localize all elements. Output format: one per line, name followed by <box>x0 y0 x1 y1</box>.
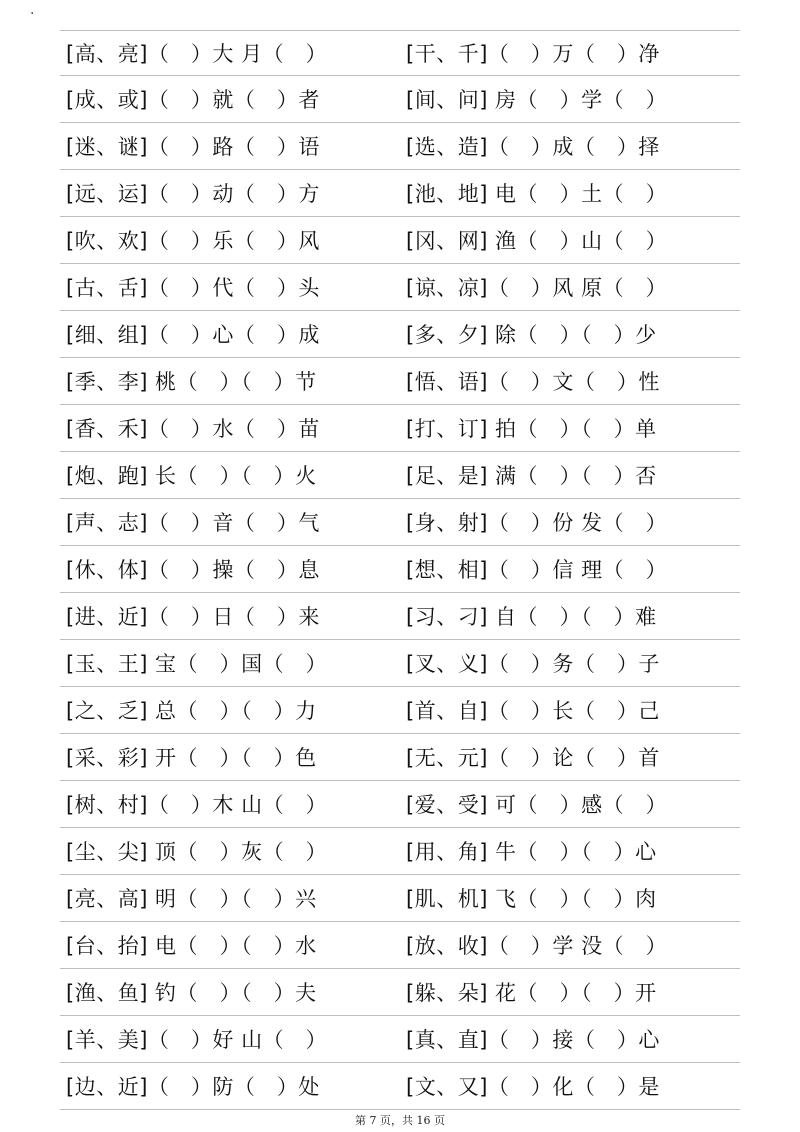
exercise-item-left: [休、体]（ ）操（ ）息 <box>66 558 320 582</box>
exercise-row <box>60 358 740 405</box>
corner-dot: · <box>30 6 35 22</box>
exercise-item-left: [进、近]（ ）日（ ）来 <box>66 605 320 629</box>
exercise-item-right: [池、地] 电（ ）土（ ） <box>406 182 668 206</box>
exercise-item-left: [边、近]（ ）防（ ）处 <box>66 1075 320 1099</box>
exercise-row <box>60 452 740 499</box>
exercise-item-right: [爱、受] 可（ ）感（ ） <box>406 793 668 817</box>
exercise-row <box>60 499 740 546</box>
exercise-item-left: [声、志]（ ）音（ ）气 <box>66 511 320 535</box>
exercise-row <box>60 640 740 687</box>
exercise-item-left: [尘、尖] 顶（ ）灰（ ） <box>66 840 328 864</box>
exercise-item-left: [采、彩] 开（ ）（ ）色 <box>66 746 317 770</box>
exercise-rows <box>60 30 740 1110</box>
exercise-row <box>60 593 740 640</box>
exercise-row <box>60 1016 740 1063</box>
exercise-item-right: [身、射]（ ）份 发（ ） <box>406 511 668 535</box>
exercise-item-left: [吹、欢]（ ）乐（ ）风 <box>66 229 320 253</box>
exercise-item-right: [干、千]（ ）万（ ）净 <box>406 42 660 66</box>
exercise-row <box>60 217 740 264</box>
exercise-item-right: [多、夕] 除（ ）（ ）少 <box>406 323 657 347</box>
exercise-item-right: [想、相]（ ）信 理（ ） <box>406 558 668 582</box>
exercise-item-right: [首、自]（ ）长（ ）己 <box>406 699 660 723</box>
exercise-row <box>60 76 740 123</box>
exercise-item-left: [季、李] 桃（ ）（ ）节 <box>66 370 317 394</box>
exercise-item-right: [无、元]（ ）论（ ）首 <box>406 746 660 770</box>
exercise-sheet <box>60 0 740 1110</box>
exercise-item-right: [间、问] 房（ ）学（ ） <box>406 88 668 112</box>
exercise-item-right: [冈、网] 渔（ ）山（ ） <box>406 229 668 253</box>
exercise-row <box>60 30 740 76</box>
exercise-item-left: [玉、王] 宝（ ）国（ ） <box>66 652 328 676</box>
exercise-item-right: [悟、语]（ ）文（ ）性 <box>406 370 660 394</box>
exercise-row <box>60 264 740 311</box>
exercise-row <box>60 781 740 828</box>
exercise-item-right: [文、又]（ ）化（ ）是 <box>406 1075 660 1099</box>
exercise-item-left: [亮、高] 明（ ）（ ）兴 <box>66 887 317 911</box>
exercise-item-left: [迷、谜]（ ）路（ ）语 <box>66 135 320 159</box>
exercise-item-right: [谅、凉]（ ）风 原（ ） <box>406 276 668 300</box>
exercise-item-right: [习、刁] 自（ ）（ ）难 <box>406 605 657 629</box>
exercise-item-left: [成、或]（ ）就（ ）者 <box>66 88 320 112</box>
exercise-row <box>60 734 740 781</box>
exercise-item-right: [躲、朵] 花（ ）（ ）开 <box>406 981 657 1005</box>
exercise-row <box>60 405 740 452</box>
exercise-item-right: [真、直]（ ）接（ ）心 <box>406 1028 660 1052</box>
exercise-item-right: [叉、义]（ ）务（ ）子 <box>406 652 660 676</box>
exercise-item-left: [高、亮]（ ）大 月（ ） <box>66 42 328 66</box>
exercise-item-left: [之、乏] 总（ ）（ ）力 <box>66 699 317 723</box>
exercise-row <box>60 311 740 358</box>
exercise-item-left: [远、运]（ ）动（ ）方 <box>66 182 320 206</box>
exercise-item-right: [打、订] 拍（ ）（ ）单 <box>406 417 657 441</box>
exercise-item-left: [炮、跑] 长（ ）（ ）火 <box>66 464 317 488</box>
exercise-row <box>60 922 740 969</box>
exercise-item-right: [用、角] 牛（ ）（ ）心 <box>406 840 657 864</box>
exercise-item-left: [羊、美]（ ）好 山（ ） <box>66 1028 328 1052</box>
exercise-item-left: [树、村]（ ）木 山（ ） <box>66 793 328 817</box>
exercise-item-left: [台、抬] 电（ ）（ ）水 <box>66 934 317 958</box>
exercise-item-right: [选、造]（ ）成（ ）择 <box>406 135 660 159</box>
exercise-row <box>60 875 740 922</box>
exercise-row <box>60 687 740 734</box>
exercise-item-left: [细、组]（ ）心（ ）成 <box>66 323 320 347</box>
exercise-row <box>60 969 740 1016</box>
exercise-item-left: [香、禾]（ ）水（ ）苗 <box>66 417 320 441</box>
page-footer: 第 7 页，共 16 页 <box>355 1114 445 1127</box>
exercise-row <box>60 170 740 217</box>
exercise-item-right: [放、收]（ ）学 没（ ） <box>406 934 668 958</box>
exercise-row <box>60 123 740 170</box>
exercise-item-right: [足、是] 满（ ）（ ）否 <box>406 464 657 488</box>
exercise-row <box>60 828 740 875</box>
exercise-item-left: [渔、鱼] 钓（ ）（ ）夫 <box>66 981 317 1005</box>
exercise-item-right: [肌、机] 飞（ ）（ ）肉 <box>406 887 657 911</box>
exercise-row <box>60 1063 740 1110</box>
exercise-item-left: [古、舌]（ ）代（ ）头 <box>66 276 320 300</box>
exercise-row <box>60 546 740 593</box>
